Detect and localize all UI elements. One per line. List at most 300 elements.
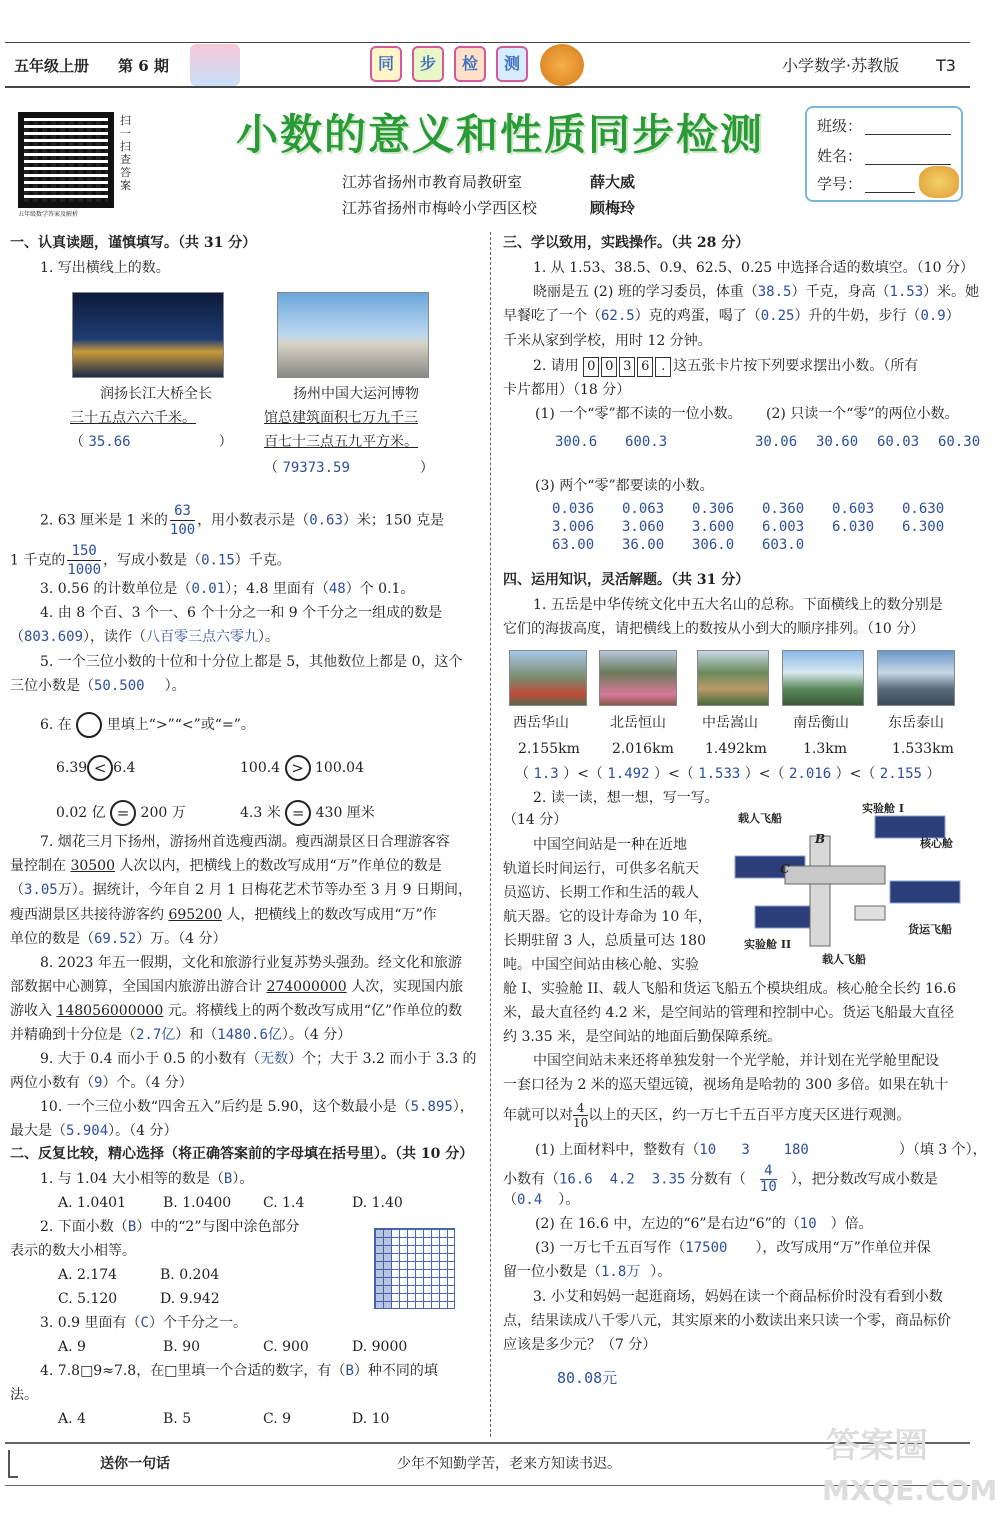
option[interactable]: A. 9 xyxy=(58,1339,86,1355)
answer: 3.600 xyxy=(692,519,735,535)
text: 1 千克的 xyxy=(10,552,66,569)
shaded-grid xyxy=(374,1228,455,1309)
option[interactable]: D. 9.942 xyxy=(160,1291,220,1307)
text: ，用小数表示是（ xyxy=(197,512,310,529)
badge-char: 检 xyxy=(454,46,486,82)
question-1: 1. 从 1.53、38.5、0.9、62.5、0.25 中选择合适的数填空。（10 分） xyxy=(533,260,974,276)
answer: 0.603 xyxy=(832,501,875,517)
question-8: 8. 2023 年五一假期，文化和旅游行业复苏势头强劲。经文化和旅游 xyxy=(40,955,462,971)
option[interactable]: A. 2.174 xyxy=(58,1267,118,1283)
question-1: 1. 五岳是中华传统文化中五大名山的总称。下面横线上的数分别是 xyxy=(533,597,943,613)
text: ）和（ xyxy=(175,1027,218,1043)
text: ）米。她 xyxy=(923,284,980,300)
answer: 63.00 xyxy=(552,537,595,553)
mountain-height: 1.492km xyxy=(705,741,767,757)
answer: 9 xyxy=(94,1075,103,1091)
option[interactable]: C. 900 xyxy=(263,1339,309,1355)
question-7-line xyxy=(10,878,472,902)
question-7-line xyxy=(10,927,227,951)
answer: 80.08元 xyxy=(557,1369,618,1387)
fraction-numerator: 4 xyxy=(573,1101,588,1116)
question-8-line xyxy=(10,999,462,1023)
text: (3) 一万七千五百写作（ xyxy=(535,1240,686,1256)
question-8-line xyxy=(10,975,463,999)
answer: B xyxy=(345,1363,354,1379)
choice-question-2-cont: 表示的数大小相等。 xyxy=(10,1243,136,1259)
badge-char: 同 xyxy=(370,46,402,82)
text: ）。 xyxy=(558,1192,580,1208)
decimal-point-card: . xyxy=(655,357,671,377)
badge-char: 测 xyxy=(496,46,528,82)
text: (2) 在 16.6 中，左边的“6”是右边“6”的（ xyxy=(535,1216,800,1232)
option[interactable]: D. 9000 xyxy=(352,1339,408,1355)
answer: 0.063 xyxy=(622,501,665,517)
text: 3. 0.56 的计数单位是（ xyxy=(40,581,192,597)
answer-row xyxy=(552,500,972,518)
sub-question: (2) 只读一个“零”的两位小数。 xyxy=(766,406,959,422)
paragraph-line: 约 3.35 米，是空间站的地面后勤保障系统。 xyxy=(503,1029,782,1045)
question-7-line xyxy=(10,854,442,878)
solar-panel-right xyxy=(875,816,960,903)
answer: 6.300 xyxy=(902,519,945,535)
text: 200 万 xyxy=(140,805,186,821)
text: 6. 在 xyxy=(40,717,72,733)
text: 100.4 xyxy=(240,760,281,776)
fraction-denominator: 10 xyxy=(759,1179,777,1195)
paragraph-line: 中国空间站未来还将单独发射一个光学舱，并计划在光学舱里配设 xyxy=(533,1053,939,1069)
text: 6.4 xyxy=(113,760,136,776)
text: ） xyxy=(945,308,960,324)
answer: 2.7亿 xyxy=(136,1027,176,1043)
mountain-height: 2.155km xyxy=(518,741,580,757)
paragraph-line: 吨。中国空间站由核心舱、实验 xyxy=(503,957,699,973)
answer: 3.006 xyxy=(552,519,595,535)
text: 分数有（ xyxy=(689,1171,746,1188)
text: ）。 xyxy=(258,629,280,645)
answer: 17500 xyxy=(685,1240,728,1256)
text: ）， xyxy=(452,1099,474,1115)
answer: 0.15 xyxy=(201,552,235,569)
compare-answer: < xyxy=(87,755,113,781)
text: 430 厘米 xyxy=(315,805,375,821)
text: ）米；150 克是 xyxy=(342,512,445,529)
compare-item xyxy=(56,755,135,781)
diagram-label: 实验舱 II xyxy=(744,938,792,951)
underlined-number: 695200 xyxy=(168,907,222,923)
question-9-cont xyxy=(10,1071,193,1095)
sub-question: (3) 两个“零”都要读的小数。 xyxy=(535,478,714,494)
text: （ xyxy=(503,1192,517,1208)
compare-answer: = xyxy=(285,800,311,826)
issue-label: 第 6 期 xyxy=(118,57,169,75)
text: 6.39 xyxy=(56,760,88,776)
option[interactable]: B. 1.0400 xyxy=(163,1195,232,1211)
answer: 69.52 xyxy=(94,931,137,947)
diagram-label: B xyxy=(815,832,826,846)
paragraph-line: 航天器。它的设计寿命为 10 年， xyxy=(503,909,712,925)
page-number: T3 xyxy=(936,56,956,75)
text: （ xyxy=(10,882,24,898)
shaded-columns xyxy=(375,1229,392,1308)
answer: 1.3 xyxy=(533,766,559,782)
question-2: 2. 读一读，想一想，写一写。 xyxy=(533,790,719,806)
text: 瘦西湖景区共接待游客约 xyxy=(10,907,169,923)
question-1-cont: 它们的海拔高度，请把横线上的数按从小到大的顺序排列。（10 分） xyxy=(503,621,925,637)
answer: 5.904 xyxy=(66,1123,109,1139)
text: ）。（4 分） xyxy=(281,1027,352,1043)
paragraph-line: 轨道长时间运行，可供多名航天 xyxy=(503,861,699,877)
number-card: 3 xyxy=(619,357,635,377)
answer: 79373.59 xyxy=(282,460,350,476)
diagram-label: 货运飞船 xyxy=(908,923,952,936)
subject-label: 小学数学·苏教版 xyxy=(782,56,900,75)
answer: 0.306 xyxy=(692,501,735,517)
question-2-score: （14 分） xyxy=(503,812,568,828)
mountain-photo xyxy=(877,650,955,706)
giraffe-icon xyxy=(919,166,959,198)
author-name: 薛大威 xyxy=(590,173,636,191)
student-info-box xyxy=(805,106,963,202)
text: 小数有（ xyxy=(503,1171,559,1188)
answer: 八百零三点六零九 xyxy=(146,629,259,645)
answer: C xyxy=(140,1315,149,1331)
name-field[interactable] xyxy=(865,164,951,165)
answer: 0.25 xyxy=(760,308,795,324)
mountain-name: 中岳嵩山 xyxy=(702,715,758,731)
text: ）。（4 分） xyxy=(108,1123,178,1139)
qr-code[interactable] xyxy=(18,112,114,208)
text: 并精确到十分位是（ xyxy=(10,1027,136,1043)
compare-item xyxy=(56,800,186,826)
mountain-height: 2.016km xyxy=(612,741,674,757)
answer: 1.8万 xyxy=(601,1264,641,1280)
text: 留一位小数是（ xyxy=(503,1264,601,1280)
watermark-url: MXQE.COM xyxy=(822,1474,998,1507)
core-module xyxy=(810,836,830,946)
text: 万）。据统计，今年自 2 月 1 日梅花艺术节等办至 3 月 9 日期间， xyxy=(57,882,472,898)
answer: 3.060 xyxy=(622,519,665,535)
mountain-name: 东岳泰山 xyxy=(888,715,944,731)
paragraph-line: 员巡访、长期工作和生活的载人 xyxy=(503,885,699,901)
answer: 1.492 xyxy=(607,766,650,782)
mountain-photo xyxy=(782,650,864,706)
castle-icon xyxy=(190,44,240,86)
mountain-photo xyxy=(509,650,587,706)
text: 早餐吃了一个（ xyxy=(503,308,601,324)
qr-side-label: 扫一扫 查答案 xyxy=(120,114,131,192)
text: ）万。（4 分） xyxy=(136,931,227,947)
question-3: 3. 小艾和妈妈一起逛商场，妈妈在读一个商品标价时没有看到小数 xyxy=(533,1289,943,1305)
paragraph-line xyxy=(503,1101,910,1130)
compare-item xyxy=(240,800,375,826)
question-3-cont: 点，结果读成八千零八元，其实原来的小数读出来只读一个零，商品标价 xyxy=(503,1313,951,1329)
answer: 50.500 xyxy=(94,678,145,694)
diagram-label: 载人飞船 xyxy=(738,812,782,825)
text: (1) 上面材料中，整数有（ xyxy=(535,1142,700,1158)
answer: 62.5 xyxy=(601,308,635,324)
fraction-numerator: 4 xyxy=(760,1164,777,1180)
text: 人，把横线上的数改写成用“万”作 xyxy=(221,907,437,923)
fill-line xyxy=(533,280,979,304)
answer: 2.016 xyxy=(788,766,832,782)
text: 人次，实现国内旅 xyxy=(346,979,464,995)
option[interactable]: A. 4 xyxy=(58,1411,86,1427)
text: 2. 63 厘米是 1 米的 xyxy=(40,512,168,529)
photo-caption: 三十五点六六千米。 xyxy=(70,410,196,426)
fraction-denominator: 1000 xyxy=(67,562,102,578)
text: ）个；大于 3.2 而小于 3.3 的 xyxy=(288,1051,477,1067)
number-card: 6 xyxy=(637,357,653,377)
text: ）倍。 xyxy=(830,1216,873,1232)
paragraph-line: 中国空间站是一种在近地 xyxy=(533,837,687,853)
mountain-name: 北岳恒山 xyxy=(610,715,666,731)
section-3-title: 三、学以致用，实践操作。（共 28 分） xyxy=(503,235,750,251)
circle-blank-icon xyxy=(76,712,102,738)
sub-question-3-cont xyxy=(503,1260,671,1284)
question-8-line xyxy=(10,1023,351,1047)
underlined-number: 274000000 xyxy=(266,979,347,995)
paragraph-line: 米，最大直径约 4.2 米，是空间站的管理和控制中心。货运飞船最大直径 xyxy=(503,1005,955,1021)
qr-caption: 五年级数学答案及解析 xyxy=(18,211,79,218)
question-10 xyxy=(40,1095,474,1119)
text: 10. 一个三位小数“四舍五入”后约是 5.90，这个数最小是（ xyxy=(40,1099,411,1115)
id-field-label: 学号： xyxy=(817,175,863,193)
answer: 10 xyxy=(799,1216,817,1232)
answer: 0.036 xyxy=(552,501,595,517)
answer: 35.66 xyxy=(88,434,131,450)
fraction-numerator: 150 xyxy=(67,542,101,561)
answer: 30.60 xyxy=(816,434,859,450)
fraction-denominator: 100 xyxy=(169,522,196,538)
text: 这五张卡片按下列要求摆出小数。（所有 xyxy=(673,358,919,374)
option[interactable]: B. 0.204 xyxy=(160,1267,220,1283)
text: ）种不同的填 xyxy=(353,1363,438,1379)
text: 9. 大于 0.4 而小于 0.5 的小数有（ xyxy=(40,1051,261,1067)
text: 晓丽是五 (2) 班的学习委员，体重（ xyxy=(533,284,758,300)
class-field[interactable] xyxy=(865,134,951,135)
author-org: 江苏省扬州市教育局教研室 xyxy=(342,173,523,191)
option[interactable]: B. 5 xyxy=(163,1411,192,1427)
compare-answer: = xyxy=(110,800,136,826)
answer: 60.03 xyxy=(877,434,920,450)
option[interactable]: D. 10 xyxy=(352,1411,390,1427)
question-2 xyxy=(533,354,918,378)
text: ）千克，身高（ xyxy=(791,284,890,300)
text: ）个。（4 分） xyxy=(102,1075,193,1091)
sub-question-2 xyxy=(535,1212,873,1236)
answer-line: （ 35.66 ） xyxy=(70,434,233,450)
answer: 0.4 xyxy=(517,1192,543,1208)
badge-char: 步 xyxy=(412,46,444,82)
text: 元。将横线上的两个数改写成用“亿”作单位的数 xyxy=(163,1003,463,1019)
mountain-name: 南岳衡山 xyxy=(793,715,849,731)
question-4-cont xyxy=(10,625,279,649)
text: 三位小数是（ xyxy=(10,678,94,694)
name-field-label: 姓名： xyxy=(817,147,863,165)
diagram-label: 实验舱 I xyxy=(862,802,904,815)
mountain-photo xyxy=(697,650,769,706)
option[interactable]: A. 1.0401 xyxy=(58,1195,126,1211)
mountain-height: 1.533km xyxy=(892,741,954,757)
question-7: 7. 烟花三月下扬州，游扬州首选瘦西湖。瘦西湖景区日合理游客容 xyxy=(40,834,450,850)
text: ，写成小数是（ xyxy=(103,552,202,569)
answer: B xyxy=(223,1171,233,1187)
sub-question-1-cont xyxy=(503,1188,579,1212)
text: ）；4.8 里面有（ xyxy=(225,581,329,597)
text: 3. 0.9 里面有（ xyxy=(40,1315,141,1331)
section-2-title: 二、反复比较，精心选择（将正确答案前的字母填在括号里）。（共 10 分） xyxy=(10,1146,474,1162)
sub-question-1 xyxy=(535,1138,987,1162)
option[interactable]: C. 9 xyxy=(263,1411,292,1427)
text: ）个 0.1。 xyxy=(345,581,415,597)
sub-question: (1) 一个“零”都不读的一位小数。 xyxy=(535,406,742,422)
number-card: 0 xyxy=(583,357,599,377)
answer: B xyxy=(127,1219,137,1235)
sync-badge xyxy=(370,46,528,82)
class-field-label: 班级： xyxy=(817,117,863,135)
text: 1. 与 1.04 大小相等的数是（ xyxy=(40,1171,224,1187)
text: 两位小数有（ xyxy=(10,1075,94,1091)
answer: 6.030 xyxy=(832,519,875,535)
text: 2. 请用 xyxy=(533,358,579,374)
mountain-height: 1.3km xyxy=(803,741,848,757)
answer: 16.6 4.2 3.35 xyxy=(559,1171,686,1188)
diagram-label: 载人飞船 xyxy=(822,953,866,966)
text: 年就可以对 xyxy=(503,1107,573,1124)
answer: 48 xyxy=(328,581,346,597)
text: 100.04 xyxy=(315,760,364,776)
choice-question-1 xyxy=(40,1167,253,1191)
number-card: 0 xyxy=(601,357,617,377)
question-5: 5. 一个三位小数的十位和十分位上都是 5，其他数位上都是 0，这个 xyxy=(40,654,463,670)
section-4-title: 四、运用知识，灵活解题。（共 31 分） xyxy=(503,572,750,588)
answer: 2.155 xyxy=(879,766,922,782)
mountain-name: 西岳华山 xyxy=(513,715,569,731)
text: 里填上“>”“<”或“=”。 xyxy=(106,717,255,733)
footer-quote: 少年不知勤学苦，老来方知读书迟。 xyxy=(397,1456,621,1472)
answer: 0.630 xyxy=(902,501,945,517)
answer: 306.0 xyxy=(692,537,735,553)
museum-photo xyxy=(277,292,429,378)
diagram-label: 核心舱 xyxy=(920,837,953,850)
answer: 6.003 xyxy=(762,519,805,535)
question-4: 4. 由 8 个百、3 个一、6 个十分之一和 9 个千分之一组成的数是 xyxy=(40,605,443,621)
photo-caption: 扬州中国大运河博物 xyxy=(293,386,419,402)
answer: 0.360 xyxy=(762,501,805,517)
text: ）。 xyxy=(650,1264,672,1280)
option[interactable]: B. 90 xyxy=(163,1339,201,1355)
text: ），改写成用“万”作单位并保 xyxy=(755,1240,931,1256)
answer: 0.01 xyxy=(191,581,226,597)
answer: 无数 xyxy=(260,1051,289,1067)
fill-line xyxy=(503,304,960,328)
choice-question-2 xyxy=(40,1215,299,1239)
answer: 38.5 xyxy=(757,284,792,300)
mountain-photo xyxy=(599,650,677,706)
text: ）中的“2”与图中涂色部分 xyxy=(136,1219,300,1235)
text: 单位的数是（ xyxy=(10,931,94,947)
answer: 300.6 xyxy=(555,434,598,450)
text: ）（填 3 个）， xyxy=(898,1142,987,1158)
question-1: 1. 写出横线上的数。 xyxy=(40,260,170,276)
author-name: 顾梅玲 xyxy=(590,199,636,217)
paragraph-line: 一套口径为 2 米的巡天望远镜，视场角是哈勃的 300 多倍。如果在轨十 xyxy=(503,1077,949,1093)
text: ），读作（ xyxy=(83,629,147,645)
question-10-cont xyxy=(10,1119,178,1143)
option[interactable]: C. 1.4 xyxy=(263,1195,305,1211)
text: 0.02 亿 xyxy=(56,805,106,821)
photo-caption: 润扬长江大桥全长 xyxy=(100,386,212,402)
underlined-number: 30500 xyxy=(70,858,115,874)
question-2-cont xyxy=(10,542,291,579)
text: （ xyxy=(10,629,24,645)
answer: 5.895 xyxy=(410,1099,453,1115)
fraction-numerator: 63 xyxy=(170,502,195,521)
question-7-line xyxy=(10,903,437,927)
text: ）个千分之一。 xyxy=(148,1315,247,1331)
question-3 xyxy=(40,577,414,601)
answer: 36.00 xyxy=(622,537,665,553)
section-1-title: 一、认真读题，谨慎填写。（共 31 分） xyxy=(10,235,257,251)
answer-grid xyxy=(552,500,972,554)
compare-answer: > xyxy=(285,755,311,781)
answer: 603.0 xyxy=(762,537,805,553)
watermark-logo: 答案圈 xyxy=(826,1426,928,1466)
text: 2. 下面小数（ xyxy=(40,1219,128,1235)
answer: 600.3 xyxy=(625,434,668,450)
answer: 30.06 xyxy=(755,434,798,450)
paragraph-line: 长期驻留 3 人，总质量可达 180 xyxy=(503,933,706,949)
answer-line: （ 79373.59 ） xyxy=(264,460,434,476)
answer: 60.30 xyxy=(938,434,981,450)
option[interactable]: C. 5.120 xyxy=(58,1291,118,1307)
answer: 1.53 xyxy=(889,284,924,300)
question-2 xyxy=(40,502,444,539)
fraction-denominator: 10 xyxy=(573,1116,589,1130)
choice-question-3 xyxy=(40,1311,247,1335)
option[interactable]: D. 1.40 xyxy=(352,1195,403,1211)
diagram-label: C xyxy=(780,862,790,876)
footer-label: 送你一句话 xyxy=(100,1456,170,1472)
text: 以上的天区，约一万七千五百平方度天区进行观测。 xyxy=(588,1107,911,1124)
text: 4. 7.8□9≈7.8，在□里填一个合适的数字，有（ xyxy=(40,1363,346,1379)
sub-question-3 xyxy=(535,1236,931,1260)
text: 部数据中心测算，全国国内旅游出游合计 xyxy=(10,979,267,995)
answer: 0.9 xyxy=(920,308,946,324)
answer: 3.05 xyxy=(24,882,58,898)
text: ）。 xyxy=(164,678,186,694)
text: ），把分数改写成小数是 xyxy=(790,1171,938,1188)
bridge-photo xyxy=(72,292,224,378)
question-3-cont: 应该是多少元？（7 分） xyxy=(503,1337,657,1353)
text: 人次以内，把横线上的数改写成用“万”作单位的数是 xyxy=(115,858,442,874)
text: 游收入 xyxy=(10,1003,57,1019)
text: ）。 xyxy=(232,1171,254,1187)
text: 量控制在 xyxy=(10,858,71,874)
text: ）千克。 xyxy=(234,552,291,569)
author-org: 江苏省扬州市梅岭小学西区校 xyxy=(342,199,538,217)
question-2-cont: 卡片都用）（18 分） xyxy=(503,382,631,398)
id-field[interactable] xyxy=(865,192,915,193)
paragraph-line: 舱 I、实验舱 II、载人飞船和货运飞船五个模块组成。核心舱全长约 16.6 xyxy=(503,981,957,997)
question-5-cont xyxy=(10,674,186,698)
page-title: 小数的意义和性质同步检测 xyxy=(235,110,764,159)
photo-caption: 馆总建筑面积七万九千三 xyxy=(264,410,418,426)
text: 4.3 米 xyxy=(240,805,281,821)
choice-question-4-cont: 法。 xyxy=(10,1387,38,1403)
answer: 10 3 180 xyxy=(699,1142,809,1158)
column-divider xyxy=(490,232,491,1437)
